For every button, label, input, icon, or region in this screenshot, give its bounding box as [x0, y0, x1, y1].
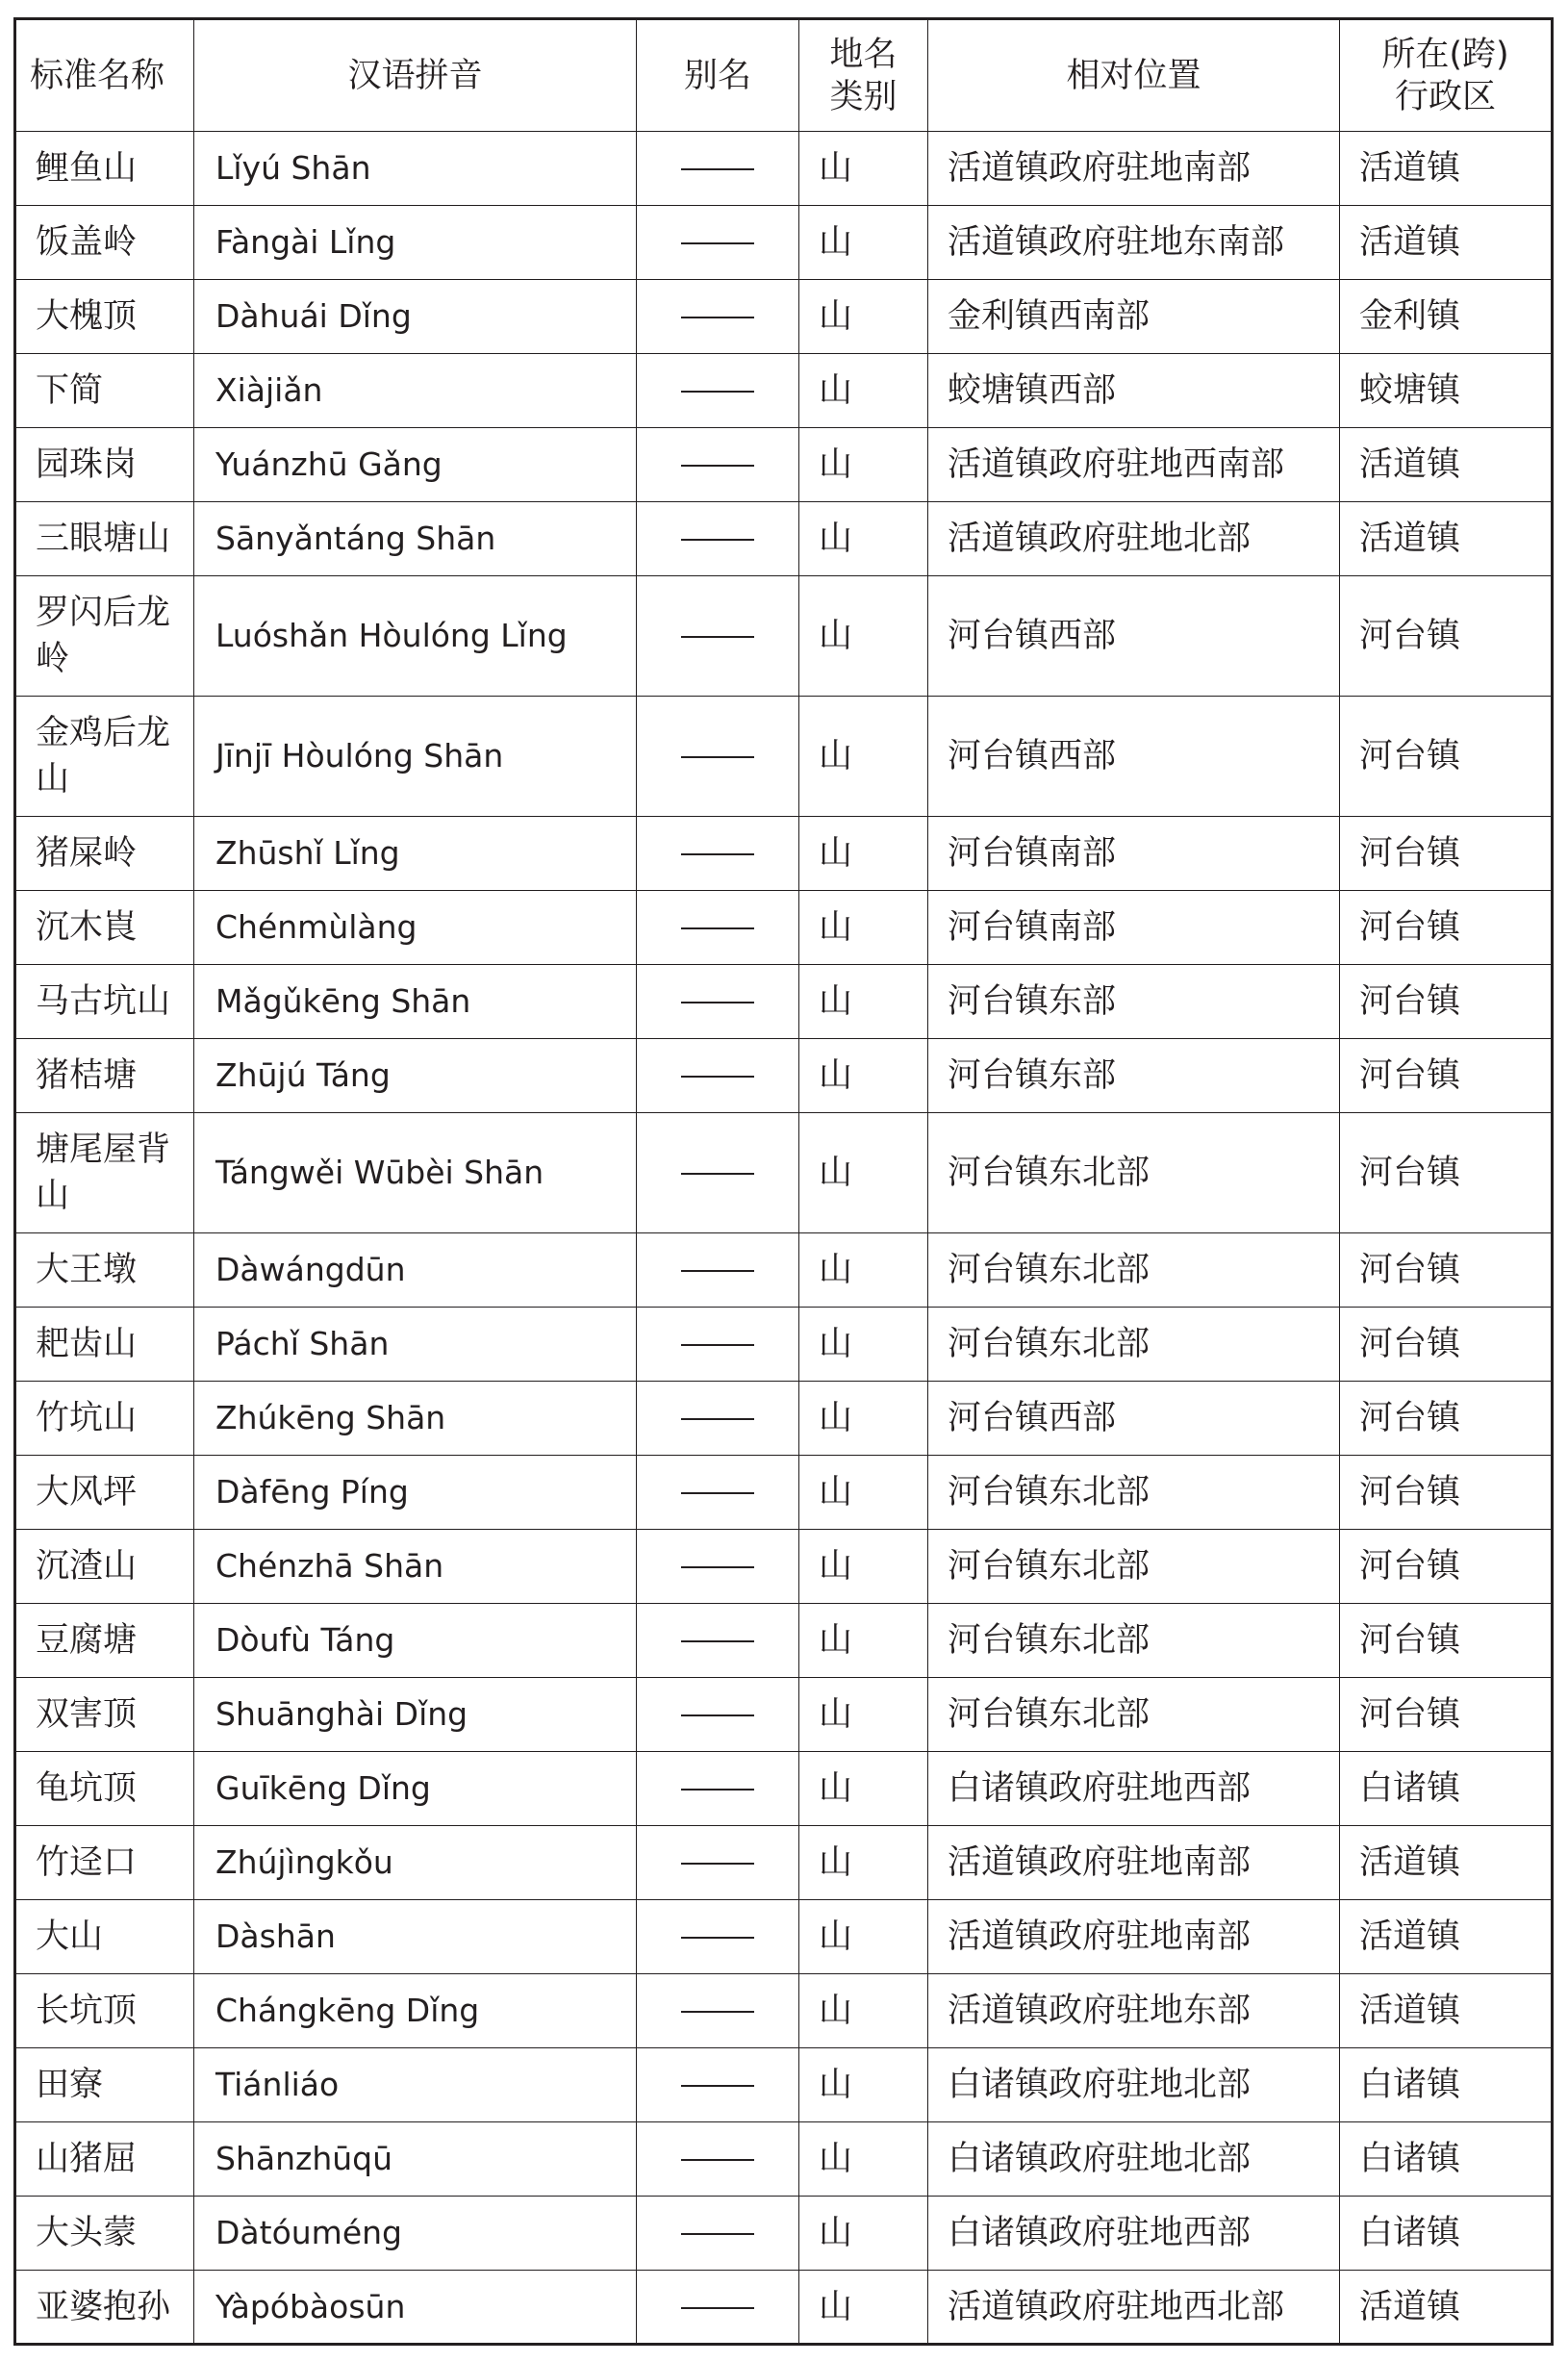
cell-category: 山 — [799, 697, 928, 817]
cell-pinyin: Fàngài Lǐng — [194, 206, 637, 280]
cell-alias — [637, 206, 799, 280]
alias-dash — [681, 2233, 754, 2235]
table-row — [15, 2197, 1553, 2271]
cell-admin-region: 河台镇 — [1340, 1530, 1553, 1604]
cell-pinyin: Xiàjiǎn — [194, 354, 637, 428]
cell-alias — [637, 1604, 799, 1678]
cell-admin-region: 金利镇 — [1340, 280, 1553, 354]
cell-alias — [637, 280, 799, 354]
table-row — [15, 1308, 1553, 1382]
cell-category: 山 — [799, 576, 928, 697]
alias-dash — [681, 242, 754, 244]
cell-alias — [637, 1752, 799, 1826]
cell-category: 山 — [799, 1826, 928, 1900]
cell-category: 山 — [799, 428, 928, 502]
cell-location: 河台镇东北部 — [928, 1530, 1340, 1604]
alias-dash — [681, 168, 754, 170]
cell-pinyin: Chénmùlàng — [194, 891, 637, 965]
cell-location: 白诸镇政府驻地西部 — [928, 2197, 1340, 2271]
cell-admin-region: 河台镇 — [1340, 1113, 1553, 1233]
cell-standard-name: 马古坑山 — [15, 965, 194, 1039]
cell-pinyin: Zhúkēng Shān — [194, 1382, 637, 1456]
cell-standard-name: 长坑顶 — [15, 1974, 194, 2048]
cell-category: 山 — [799, 1604, 928, 1678]
cell-alias — [637, 697, 799, 817]
cell-location: 白诸镇政府驻地西部 — [928, 1752, 1340, 1826]
cell-category: 山 — [799, 2048, 928, 2122]
cell-standard-name: 亚婆抱孙 — [15, 2271, 194, 2345]
cell-pinyin: Dàfēng Píng — [194, 1456, 637, 1530]
cell-admin-region: 河台镇 — [1340, 1456, 1553, 1530]
cell-location: 蛟塘镇西部 — [928, 354, 1340, 428]
table-row — [15, 2271, 1553, 2345]
cell-admin-region: 活道镇 — [1340, 1900, 1553, 1974]
cell-pinyin: Chángkēng Dǐng — [194, 1974, 637, 2048]
cell-admin-region: 活道镇 — [1340, 428, 1553, 502]
table-header-row — [15, 19, 1553, 132]
cell-standard-name: 鲤鱼山 — [15, 132, 194, 206]
cell-location: 白诸镇政府驻地北部 — [928, 2048, 1340, 2122]
cell-standard-name: 大王墩 — [15, 1233, 194, 1308]
cell-standard-name: 下简 — [15, 354, 194, 428]
cell-pinyin: Shānzhūqū — [194, 2122, 637, 2197]
cell-standard-name: 竹坑山 — [15, 1382, 194, 1456]
cell-category: 山 — [799, 1678, 928, 1752]
cell-alias — [637, 2197, 799, 2271]
cell-category: 山 — [799, 1039, 928, 1113]
cell-category: 山 — [799, 2197, 928, 2271]
cell-admin-region: 白诸镇 — [1340, 2122, 1553, 2197]
cell-admin-region: 白诸镇 — [1340, 2048, 1553, 2122]
alias-dash — [681, 1173, 754, 1175]
cell-standard-name: 双害顶 — [15, 1678, 194, 1752]
cell-location: 河台镇东北部 — [928, 1113, 1340, 1233]
cell-standard-name: 沉木崀 — [15, 891, 194, 965]
cell-alias — [637, 1233, 799, 1308]
cell-alias — [637, 576, 799, 697]
cell-location: 河台镇南部 — [928, 817, 1340, 891]
cell-pinyin: Yàpóbàosūn — [194, 2271, 637, 2345]
cell-pinyin: Mǎgǔkēng Shān — [194, 965, 637, 1039]
cell-standard-name: 耙齿山 — [15, 1308, 194, 1382]
alias-dash — [681, 1566, 754, 1568]
cell-alias — [637, 1974, 799, 2048]
cell-admin-region: 活道镇 — [1340, 1826, 1553, 1900]
cell-alias — [637, 132, 799, 206]
cell-category: 山 — [799, 1900, 928, 1974]
cell-alias — [637, 1308, 799, 1382]
cell-alias — [637, 2048, 799, 2122]
cell-admin-region: 河台镇 — [1340, 1039, 1553, 1113]
cell-category: 山 — [799, 891, 928, 965]
table-row — [15, 1039, 1553, 1113]
cell-standard-name: 猪屎岭 — [15, 817, 194, 891]
header-admin-line2: 行政区 — [1394, 77, 1496, 116]
header-category — [799, 19, 928, 132]
cell-location: 活道镇政府驻地西南部 — [928, 428, 1340, 502]
alias-dash — [681, 2011, 754, 2013]
cell-admin-region: 蛟塘镇 — [1340, 354, 1553, 428]
table-row — [15, 2122, 1553, 2197]
cell-pinyin: Dàhuái Dǐng — [194, 280, 637, 354]
cell-location: 活道镇政府驻地东部 — [928, 1974, 1340, 2048]
cell-location: 金利镇西南部 — [928, 280, 1340, 354]
table-row — [15, 1456, 1553, 1530]
cell-location: 河台镇东北部 — [928, 1308, 1340, 1382]
alias-dash — [681, 1270, 754, 1272]
cell-pinyin: Jīnjī Hòulóng Shān — [194, 697, 637, 817]
table-row — [15, 1530, 1553, 1604]
table-row — [15, 206, 1553, 280]
cell-alias — [637, 891, 799, 965]
alias-dash — [681, 2159, 754, 2161]
table-row — [15, 1752, 1553, 1826]
cell-admin-region: 白诸镇 — [1340, 2197, 1553, 2271]
cell-alias — [637, 1382, 799, 1456]
table-row — [15, 576, 1553, 697]
cell-location: 河台镇东北部 — [928, 1604, 1340, 1678]
alias-dash — [681, 317, 754, 318]
header-category-line2: 类别 — [829, 77, 898, 116]
table-row — [15, 965, 1553, 1039]
cell-admin-region: 河台镇 — [1340, 965, 1553, 1039]
cell-standard-name: 猪桔塘 — [15, 1039, 194, 1113]
cell-location: 河台镇东部 — [928, 1039, 1340, 1113]
table-row — [15, 1233, 1553, 1308]
cell-category: 山 — [799, 1382, 928, 1456]
header-standard-name: 标准名称 — [15, 19, 194, 132]
alias-dash — [681, 1492, 754, 1494]
alias-dash — [681, 539, 754, 541]
cell-admin-region: 活道镇 — [1340, 2271, 1553, 2345]
alias-dash — [681, 927, 754, 929]
table-row — [15, 428, 1553, 502]
cell-pinyin: Luóshǎn Hòulóng Lǐng — [194, 576, 637, 697]
cell-pinyin: Tángwěi Wūbèi Shān — [194, 1113, 637, 1233]
cell-admin-region: 河台镇 — [1340, 891, 1553, 965]
table-row — [15, 1382, 1553, 1456]
alias-dash — [681, 1418, 754, 1420]
header-location: 相对位置 — [928, 19, 1340, 132]
cell-location: 河台镇西部 — [928, 697, 1340, 817]
cell-standard-name: 塘尾屋背山 — [15, 1113, 194, 1233]
table-row — [15, 354, 1553, 428]
table-row — [15, 2048, 1553, 2122]
table-row — [15, 1900, 1553, 1974]
table-row — [15, 891, 1553, 965]
cell-location: 河台镇东北部 — [928, 1456, 1340, 1530]
cell-pinyin: Dòufù Táng — [194, 1604, 637, 1678]
alias-dash — [681, 1344, 754, 1346]
cell-pinyin: Tiánliáo — [194, 2048, 637, 2122]
cell-category: 山 — [799, 1113, 928, 1233]
cell-standard-name: 园珠岗 — [15, 428, 194, 502]
alias-dash — [681, 756, 754, 758]
alias-dash — [681, 1076, 754, 1078]
cell-category: 山 — [799, 1308, 928, 1382]
cell-admin-region: 河台镇 — [1340, 576, 1553, 697]
table-row — [15, 1974, 1553, 2048]
cell-pinyin: Sānyǎntáng Shān — [194, 502, 637, 576]
cell-admin-region: 河台镇 — [1340, 1382, 1553, 1456]
cell-location: 河台镇东北部 — [928, 1678, 1340, 1752]
cell-location: 白诸镇政府驻地北部 — [928, 2122, 1340, 2197]
cell-category: 山 — [799, 1752, 928, 1826]
cell-alias — [637, 2122, 799, 2197]
cell-alias — [637, 1678, 799, 1752]
cell-alias — [637, 817, 799, 891]
alias-dash — [681, 465, 754, 467]
cell-pinyin: Páchǐ Shān — [194, 1308, 637, 1382]
cell-category: 山 — [799, 354, 928, 428]
cell-standard-name: 田寮 — [15, 2048, 194, 2122]
cell-location: 活道镇政府驻地北部 — [928, 502, 1340, 576]
cell-admin-region: 河台镇 — [1340, 1678, 1553, 1752]
cell-category: 山 — [799, 2271, 928, 2345]
cell-pinyin: Zhūshǐ Lǐng — [194, 817, 637, 891]
table-row — [15, 132, 1553, 206]
table-row — [15, 1604, 1553, 1678]
alias-dash — [681, 2085, 754, 2087]
table-row — [15, 280, 1553, 354]
alias-dash — [681, 2307, 754, 2309]
cell-standard-name: 沉渣山 — [15, 1530, 194, 1604]
table-row — [15, 502, 1553, 576]
cell-admin-region: 河台镇 — [1340, 817, 1553, 891]
cell-standard-name: 大山 — [15, 1900, 194, 1974]
cell-alias — [637, 1826, 799, 1900]
cell-location: 活道镇政府驻地南部 — [928, 1900, 1340, 1974]
cell-admin-region: 白诸镇 — [1340, 1752, 1553, 1826]
cell-standard-name: 金鸡后龙山 — [15, 697, 194, 817]
cell-admin-region: 河台镇 — [1340, 697, 1553, 817]
cell-admin-region: 河台镇 — [1340, 1308, 1553, 1382]
cell-category: 山 — [799, 2122, 928, 2197]
cell-admin-region: 活道镇 — [1340, 206, 1553, 280]
cell-alias — [637, 2271, 799, 2345]
cell-standard-name: 山猪屈 — [15, 2122, 194, 2197]
table-row — [15, 1826, 1553, 1900]
cell-alias — [637, 1456, 799, 1530]
cell-standard-name: 龟坑顶 — [15, 1752, 194, 1826]
cell-alias — [637, 1039, 799, 1113]
header-category-line1: 地名 — [829, 35, 898, 74]
cell-category: 山 — [799, 1456, 928, 1530]
table-row — [15, 817, 1553, 891]
cell-pinyin: Chénzhā Shān — [194, 1530, 637, 1604]
cell-standard-name: 大头蒙 — [15, 2197, 194, 2271]
cell-standard-name: 大槐顶 — [15, 280, 194, 354]
table-row — [15, 1113, 1553, 1233]
header-pinyin: 汉语拼音 — [194, 19, 637, 132]
cell-alias — [637, 354, 799, 428]
alias-dash — [681, 1863, 754, 1865]
cell-standard-name: 竹迳口 — [15, 1826, 194, 1900]
cell-alias — [637, 502, 799, 576]
alias-dash — [681, 1714, 754, 1716]
cell-admin-region: 河台镇 — [1340, 1604, 1553, 1678]
alias-dash — [681, 1937, 754, 1939]
header-admin-region — [1340, 19, 1553, 132]
cell-category: 山 — [799, 206, 928, 280]
header-alias: 别名 — [637, 19, 799, 132]
cell-standard-name: 饭盖岭 — [15, 206, 194, 280]
cell-location: 活道镇政府驻地西北部 — [928, 2271, 1340, 2345]
cell-category: 山 — [799, 1233, 928, 1308]
cell-pinyin: Dàshān — [194, 1900, 637, 1974]
cell-pinyin: Zhūjú Táng — [194, 1039, 637, 1113]
table-row — [15, 1678, 1553, 1752]
alias-dash — [681, 636, 754, 638]
cell-alias — [637, 1113, 799, 1233]
cell-pinyin: Lǐyú Shān — [194, 132, 637, 206]
cell-location: 河台镇西部 — [928, 1382, 1340, 1456]
cell-location: 河台镇南部 — [928, 891, 1340, 965]
cell-location: 活道镇政府驻地南部 — [928, 1826, 1340, 1900]
cell-category: 山 — [799, 502, 928, 576]
cell-category: 山 — [799, 1530, 928, 1604]
cell-location: 河台镇西部 — [928, 576, 1340, 697]
cell-standard-name: 豆腐塘 — [15, 1604, 194, 1678]
cell-location: 活道镇政府驻地南部 — [928, 132, 1340, 206]
alias-dash — [681, 391, 754, 393]
cell-alias — [637, 965, 799, 1039]
cell-standard-name: 大风坪 — [15, 1456, 194, 1530]
cell-admin-region: 河台镇 — [1340, 1233, 1553, 1308]
alias-dash — [681, 853, 754, 855]
cell-category: 山 — [799, 965, 928, 1039]
cell-category: 山 — [799, 1974, 928, 2048]
alias-dash — [681, 1002, 754, 1003]
cell-admin-region: 活道镇 — [1340, 1974, 1553, 2048]
cell-category: 山 — [799, 132, 928, 206]
cell-pinyin: Shuānghài Dǐng — [194, 1678, 637, 1752]
table-row — [15, 697, 1553, 817]
cell-alias — [637, 1900, 799, 1974]
cell-location: 河台镇东北部 — [928, 1233, 1340, 1308]
cell-category: 山 — [799, 280, 928, 354]
header-admin-line1: 所在(跨) — [1381, 35, 1509, 74]
cell-category: 山 — [799, 817, 928, 891]
cell-location: 活道镇政府驻地东南部 — [928, 206, 1340, 280]
cell-admin-region: 活道镇 — [1340, 502, 1553, 576]
alias-dash — [681, 1640, 754, 1642]
cell-admin-region: 活道镇 — [1340, 132, 1553, 206]
cell-pinyin: Dàwángdūn — [194, 1233, 637, 1308]
place-name-table — [13, 17, 1554, 2346]
cell-location: 河台镇东部 — [928, 965, 1340, 1039]
cell-alias — [637, 428, 799, 502]
cell-standard-name: 三眼塘山 — [15, 502, 194, 576]
alias-dash — [681, 1789, 754, 1791]
cell-alias — [637, 1530, 799, 1604]
cell-pinyin: Dàtóuméng — [194, 2197, 637, 2271]
cell-pinyin: Zhújìngkǒu — [194, 1826, 637, 1900]
table-body — [15, 132, 1553, 2345]
cell-standard-name: 罗闪后龙岭 — [15, 576, 194, 697]
cell-pinyin: Yuánzhū Gǎng — [194, 428, 637, 502]
cell-pinyin: Guīkēng Dǐng — [194, 1752, 637, 1826]
